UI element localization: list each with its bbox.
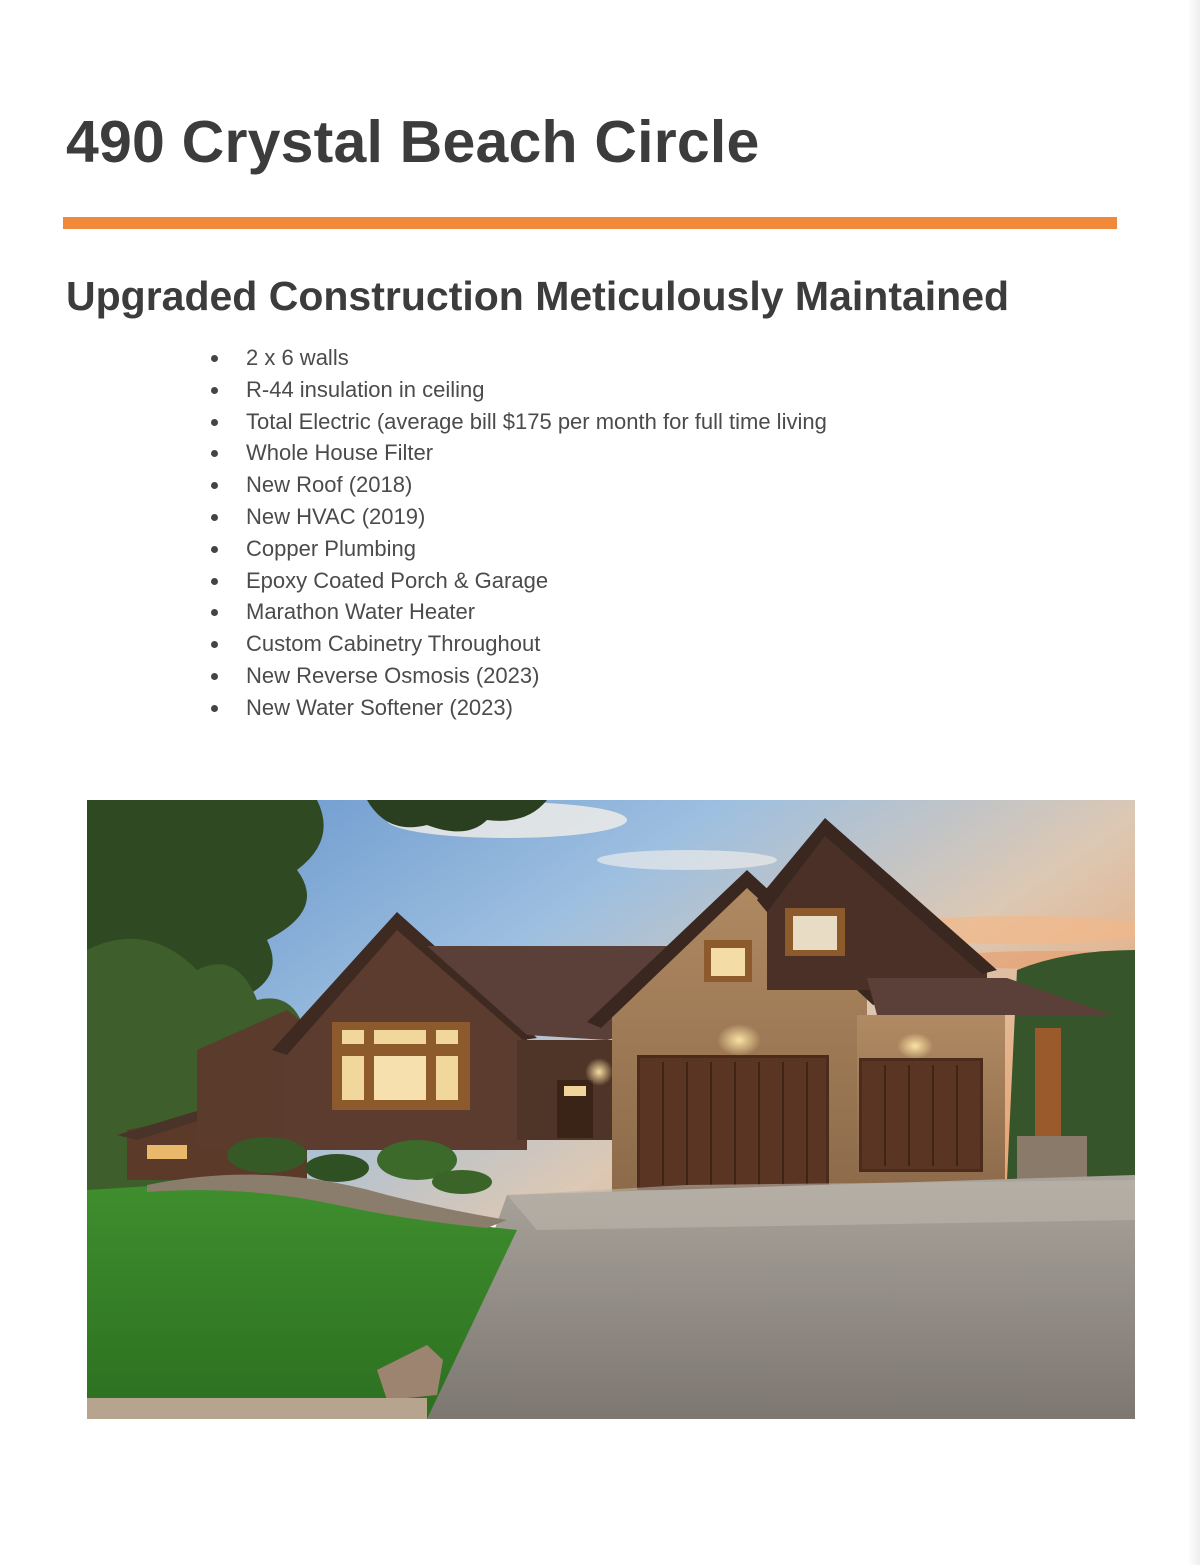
list-item	[205, 692, 827, 724]
orange-divider	[63, 217, 1117, 229]
feature-text: Total Electric (average bill $175 per month for full time living	[246, 408, 827, 434]
bullet-icon	[211, 482, 218, 489]
section-heading: Upgraded Construction Meticulously Maintained	[66, 273, 1010, 319]
feature-text: New HVAC (2019)	[246, 503, 426, 529]
list-item	[205, 596, 827, 628]
bullet-icon	[211, 514, 218, 521]
list-item	[205, 469, 827, 501]
bullet-icon	[211, 387, 218, 394]
feature-text: 2 x 6 walls	[246, 345, 349, 370]
bullet-icon	[211, 641, 218, 648]
bullet-icon	[211, 419, 218, 426]
feature-text: Marathon Water Heater	[246, 599, 476, 625]
feature-text: Epoxy Coated Porch & Garage	[246, 567, 549, 593]
feature-text: New Water Softener (2023)	[246, 694, 513, 720]
bullet-icon	[211, 705, 218, 712]
feature-text: New Roof (2018)	[246, 472, 413, 498]
bullet-icon	[211, 609, 218, 616]
bullet-icon	[211, 355, 218, 362]
page-title: 490 Crystal Beach Circle	[66, 109, 760, 175]
list-item	[205, 501, 827, 533]
feature-list	[205, 342, 827, 724]
feature-text: Copper Plumbing	[246, 535, 416, 561]
list-item	[205, 565, 827, 597]
feature-text: Custom Cabinetry Throughout	[246, 631, 541, 657]
list-item	[205, 533, 827, 565]
page-edge-shadow	[1188, 0, 1200, 1565]
bullet-icon	[211, 546, 218, 553]
bullet-icon	[211, 673, 218, 680]
bullet-icon	[211, 450, 218, 457]
list-item	[205, 628, 827, 660]
bullet-icon	[211, 578, 218, 585]
list-item	[205, 406, 827, 438]
list-item	[205, 374, 827, 406]
house-exterior-photo	[87, 800, 1135, 1419]
list-item	[205, 342, 827, 374]
feature-text: Whole House Filter	[246, 440, 434, 466]
list-item	[205, 660, 827, 692]
feature-text: R-44 insulation in ceiling	[246, 376, 485, 402]
feature-text: New Reverse Osmosis (2023)	[246, 662, 540, 688]
list-item	[205, 437, 827, 469]
